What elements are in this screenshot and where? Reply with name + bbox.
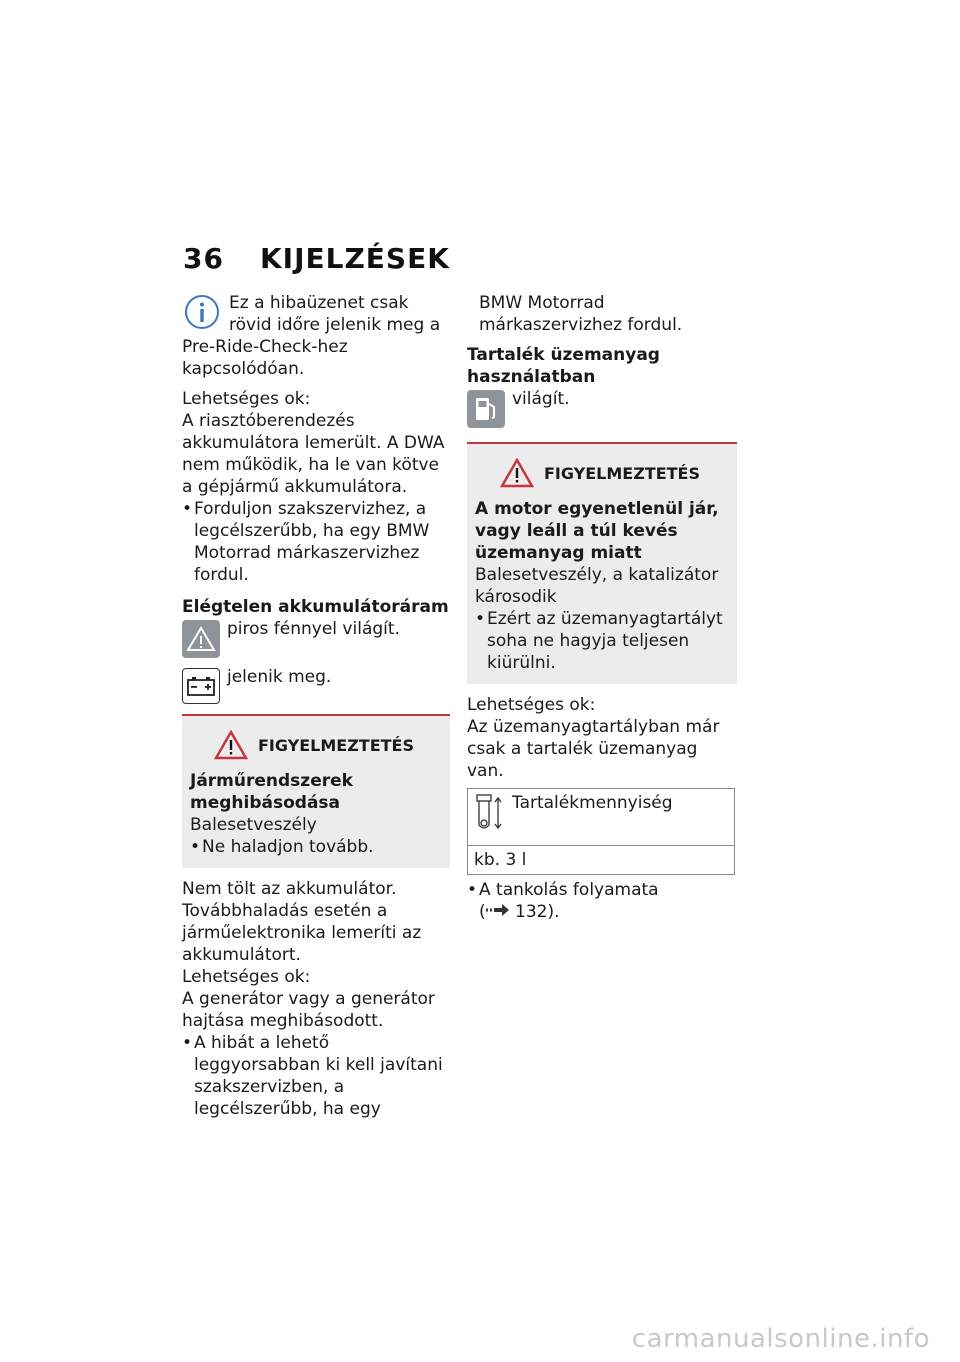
table-header: Tartalékmennyiség (512, 793, 673, 813)
continued-text: BMW Motorrad márkaszervizhez fordul. (479, 293, 683, 335)
watermark: carmanualsonline.info (631, 1324, 930, 1354)
page-reference-link[interactable]: 132). (515, 902, 560, 922)
page-number: 36 (183, 242, 224, 275)
possible-cause-text: Az üzemanyagtartályban már csak a tartalék üzemanyag van. (467, 717, 720, 781)
list-item: • A tankolás folyamata ( 132). (467, 879, 737, 923)
battery-icon-text: jelenik meg. (227, 667, 332, 687)
warning-title: A motor egyenetlenül jár, vagy leáll a túl kevés üzemanyag miatt (475, 499, 719, 563)
bullet-list (467, 879, 737, 923)
list-item: • Forduljon szakszervizhez, a legcélszerűbb, ha egy BMW Motorrad márkaszervizhez fordul. (182, 498, 450, 586)
warning-triangle-icon (182, 620, 220, 658)
warning-header (190, 730, 438, 760)
battery-icon (182, 668, 220, 704)
left-column (182, 292, 450, 1120)
fuel-pump-icon (467, 390, 505, 428)
paragraph: Nem tölt az akkumulátor. Továbbhaladás esetén a járműelektronika lemeríti az akkumulátort. (182, 879, 422, 965)
list-item: • A hibát a lehető leggyorsabban ki kell javítani szakszervizben, a legcélszerűbb, ha egy (182, 1032, 450, 1120)
warning-bullets (190, 836, 438, 858)
list-item: • Ezért az üzemanyagtartályt soha ne hagyja teljesen kiürülni. (475, 608, 725, 674)
battery-icon-row (182, 666, 450, 704)
battery-heading: Elégtelen akkumulátoráram (182, 597, 449, 617)
info-icon (182, 292, 222, 332)
warning-light-text: piros fénnyel világít. (227, 619, 400, 639)
possible-cause-text: A generátor vagy a generátor hajtása meghibásodott. (182, 989, 435, 1031)
warning-title: Járműrendszerek meghibásodása (190, 771, 353, 813)
warning-header (475, 458, 725, 488)
warning-box (467, 442, 737, 684)
possible-cause-label: Lehetséges ok: (182, 389, 311, 409)
warning-label: FIGYELMEZTETÉS (257, 735, 415, 755)
bullet-list (182, 498, 450, 586)
possible-cause-label: Lehetséges ok: (182, 967, 311, 987)
warning-text: Balesetveszély (190, 815, 317, 835)
arrow-right-icon (486, 901, 510, 923)
fuel-light-text: világít. (512, 389, 570, 409)
fuel-gauge-icon (474, 793, 504, 838)
page-title: KIJELZÉSEK (259, 242, 450, 275)
list-item: • Ne haladjon tovább. (190, 836, 438, 858)
warning-triangle-red-icon (500, 458, 534, 488)
warning-text: Balesetveszély, a katalizátor károsodik (475, 565, 719, 607)
spec-table (467, 788, 735, 875)
possible-cause-label: Lehetséges ok: (467, 695, 596, 715)
warning-bullets (475, 608, 725, 674)
table-row (468, 789, 735, 846)
info-note (182, 292, 450, 380)
reserve-heading: Tartalék üzemanyag használatban (467, 345, 660, 387)
warning-triangle-red-icon (214, 730, 248, 760)
table-row (468, 846, 735, 875)
fuel-light-row (467, 388, 737, 428)
table-header-cell (468, 789, 735, 846)
bullet-list (182, 1032, 450, 1120)
page-header (183, 242, 450, 275)
possible-cause-text: A riasztóberendezés akkumulátora lemerült. A DWA nem működik, ha le van kötve a gépjármű akkumulátora. (182, 411, 445, 497)
warning-box (182, 714, 450, 868)
info-note-text: Ez a hibaüzenet csak rövid időre jelenik meg a Pre-Ride-Check-hez kapcsolódóan. (182, 293, 441, 379)
warning-label: FIGYELMEZTETÉS (543, 463, 701, 483)
warning-light-row (182, 618, 450, 658)
right-column (467, 292, 737, 923)
table-cell: kb. 3 l (474, 850, 527, 870)
bullet-text: A tankolás folyamata (479, 880, 659, 900)
